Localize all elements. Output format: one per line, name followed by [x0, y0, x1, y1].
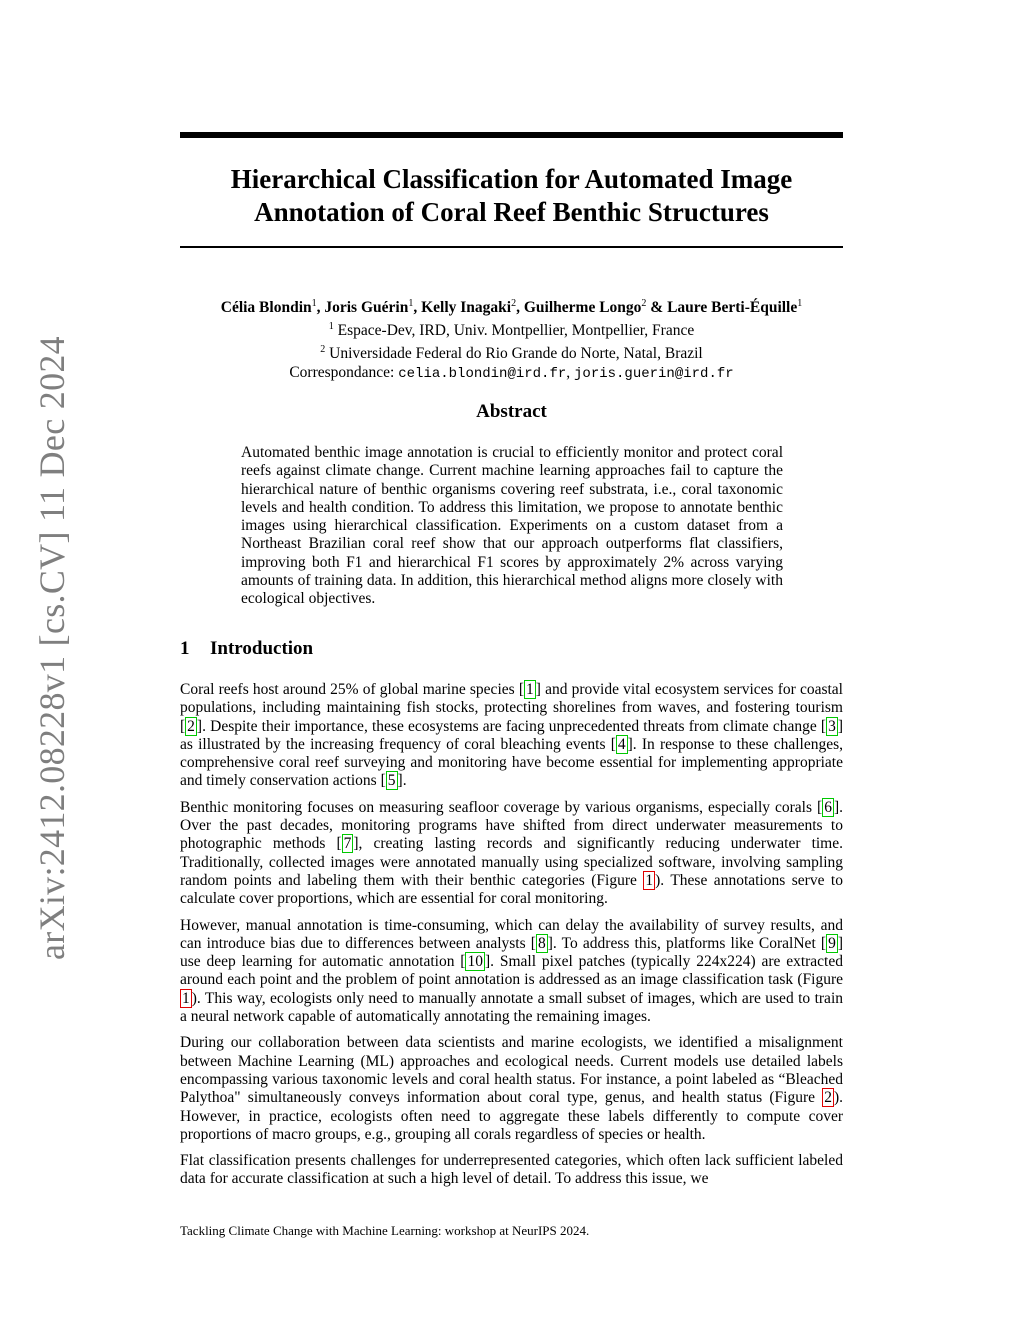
correspondence-line: Correspondance: celia.blondin@ird.fr, joris.guerin@ird.fr: [289, 364, 734, 382]
author-affiliation-mark: 1: [311, 298, 317, 309]
section-number: 1: [180, 638, 190, 659]
citation-link[interactable]: 9: [828, 934, 836, 952]
title-line-2: Annotation of Coral Reef Benthic Structures: [254, 197, 769, 227]
author-list: Célia Blondin$^1$, Joris Guérin$^1$, Kelly Inagaki$^2$, Guilherme Longo$^2$ & Laure Berti-Équille$^1$: [220, 298, 803, 316]
author-name: Laure Berti-Équille: [667, 299, 798, 316]
body-paragraph: However, manual annotation is time-consuming, which can delay the availability of survey results, and can introduce bias due to differences between analysts [ 8 ]. To address this, platforms like CoralNet [ 9 ] use deep learning for automatic annotation [ 10 ]. Small pixel patches (typically 224x224) are extracted around each point and the problem of point annotation is addressed as an image classification task (Figure 1 ). This way, ecologists only need to manually annotate a small subset of images, which are used to train a neural network capable of automatically annotating the remaining images.: [180, 916, 843, 1026]
author-affiliation-mark: 1: [408, 298, 414, 309]
affiliation-text: Espace-Dev, IRD, Univ. Montpellier, Montpellier, France: [333, 322, 695, 339]
author-affiliation-mark: 1: [797, 298, 803, 309]
introduction-body: [180, 681, 843, 1197]
citation-link[interactable]: 7: [343, 835, 352, 853]
figure-reference-link[interactable]: 2: [824, 1089, 832, 1107]
author-name: Guilherme Longo: [523, 299, 642, 316]
abstract-heading: Abstract: [476, 401, 547, 422]
citation-link[interactable]: 8: [537, 934, 546, 952]
section-heading: [180, 638, 313, 660]
author-name: Célia Blondin: [220, 299, 312, 316]
page-footer: Tackling Climate Change with Machine Learning: workshop at NeurIPS 2024.: [180, 1223, 590, 1238]
paper-title: [180, 163, 843, 229]
affiliation-number: 2: [320, 344, 326, 355]
abstract-text: Automated benthic image annotation is crucial to efficiently monitor and protect coral reefs against climate change. Current machine learning approaches fail to capture the hierarchical nature of benthic organisms covering reef substrata, i.e., coral taxonomic levels and health condition. To address this limitation, we propose to annotate benthic images using hierarchical classification. Experiments on a custom dataset from a Northeast Brazilian coral reef show that our approach outperforms flat classifiers, improving both F1 and hierarchical F1 scores by approximately 2% across varying amounts of training data. In addition, this hierarchical method aligns more closely with ecological objectives.: [241, 444, 783, 608]
body-paragraph: During our collaboration between data scientists and marine ecologists, we identified a misalignment between Machine Learning (ML) approaches and ecological needs. Current models use detailed labels encompassing various taxonomic levels and coral health status. For instance, a point labeled as “Bleached Palythoa" simultaneously conveys information about coral type, genus, and health status (Figure 2 ). However, in practice, ecologists often need to aggregate these labels differently to compute cover proportions of macro groups, e.g., grouping all corals regardless of species or health.: [180, 1034, 843, 1143]
affiliation-text: Universidade Federal do Rio Grande do Norte, Natal, Brazil: [325, 345, 703, 362]
title-top-rule: [180, 132, 843, 138]
citation-link[interactable]: 10: [467, 953, 483, 971]
body-paragraph: Flat classification presents challenges for underrepresented categories, which often lack sufficient labeled data for accurate classification at such a high level of detail. To address this issue, we: [180, 1152, 843, 1188]
title-line-1: Hierarchical Classification for Automated Image: [230, 164, 793, 194]
citation-link[interactable]: 5: [387, 772, 396, 790]
affiliation: [140, 340, 883, 363]
affiliation-number: 1: [328, 321, 334, 332]
author-affiliation-mark: 2: [641, 298, 647, 309]
citation-link[interactable]: 3: [828, 717, 836, 735]
affiliation-list: [140, 317, 883, 363]
section-title: Introduction: [210, 638, 314, 659]
title-bottom-rule: [180, 246, 843, 248]
figure-reference-link[interactable]: 1: [182, 989, 190, 1007]
author-name: Joris Guérin: [324, 299, 409, 316]
figure-reference-link[interactable]: 1: [645, 871, 654, 889]
citation-link[interactable]: 2: [187, 717, 195, 735]
email-link[interactable]: celia.blondin@ird.fr: [398, 366, 567, 382]
arxiv-identifier: arXiv:2412.08228v1 [cs.CV] 11 Dec 2024: [32, 336, 72, 960]
email-link[interactable]: joris.guerin@ird.fr: [574, 366, 734, 382]
author-block: [140, 294, 883, 384]
affiliation: [140, 317, 883, 340]
body-paragraph: Coral reefs host around 25% of global marine species [ 1 ] and provide vital ecosystem services for coastal populations, including maintaining fish stocks, protecting shorelines from waves, and fostering tourism [ 2 ]. Despite their importance, these ecosystems are facing unprecedented threats from climate change [ 3 ] as illustrated by the increasing frequency of coral bleaching events [ 4 ]. In response to these challenges, comprehensive coral reef surveying and monitoring have become essential for implementing appropriate and timely conservation actions [ 5 ].: [180, 681, 843, 790]
body-paragraph: Benthic monitoring focuses on measuring seafloor coverage by various organisms, especially corals [ 6 ]. Over the past decades, monitoring programs have shifted from direct underwater measurements to photographic methods [ 7 ], creating lasting records and significantly reducing underwater time. Traditionally, collected images were annotated manually using specialized software, involving sampling random points and labeling them with their benthic categories (Figure 1 ). These annotations serve to calculate cover proportions, which are essential for coral monitoring.: [180, 798, 843, 908]
author-name: Kelly Inagaki: [421, 299, 512, 316]
citation-link[interactable]: 4: [617, 735, 626, 753]
correspondence-label: Correspondance:: [289, 364, 395, 381]
author-affiliation-mark: 2: [511, 298, 517, 309]
citation-link[interactable]: 1: [526, 681, 534, 698]
citation-link[interactable]: 6: [824, 798, 832, 816]
